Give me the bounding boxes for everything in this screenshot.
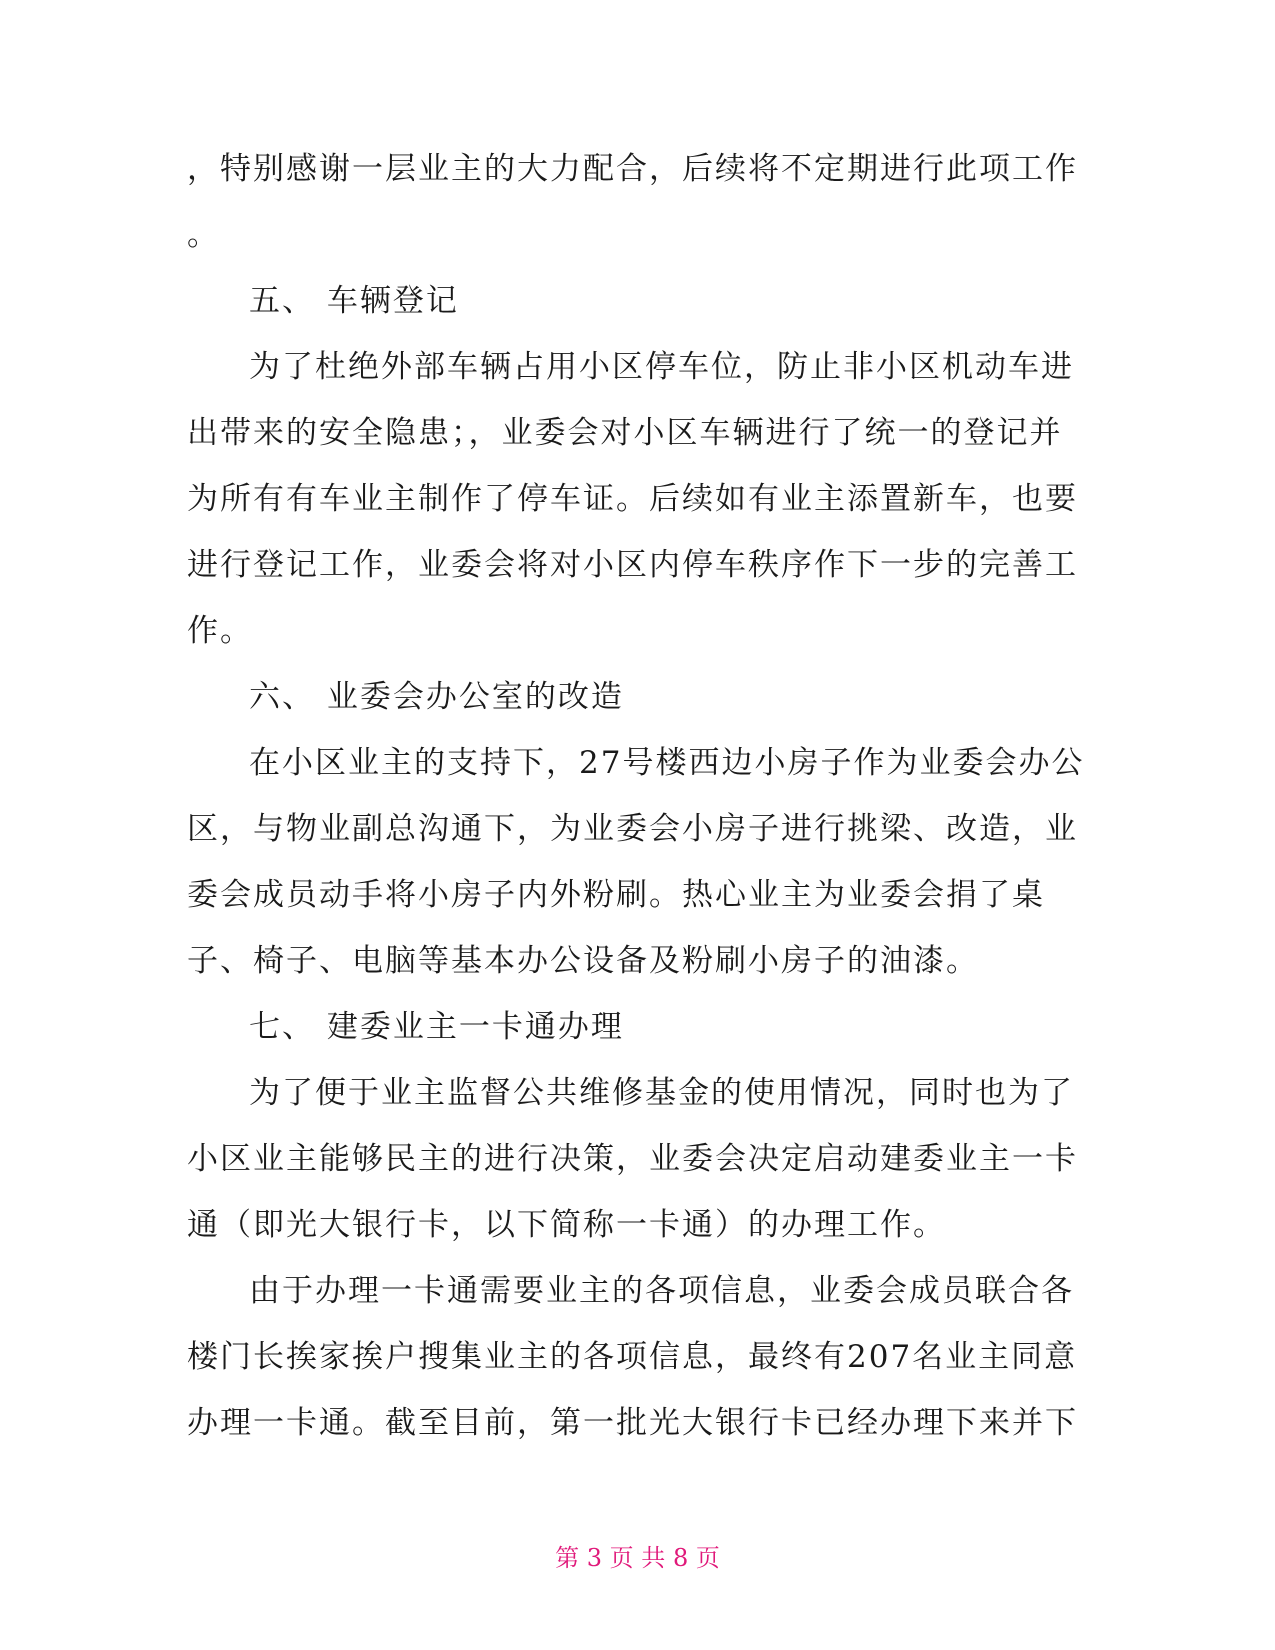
page-number-footer: 第 3 页 共 8 页	[555, 1544, 720, 1572]
paragraph: 为了便于业主监督公共维修基金的使用情况，同时也为了小区业主能够民主的进行决策，业委会决定启动建委业主一卡通（即光大银行卡，以下简称一卡通）的办理工作。	[187, 1075, 1078, 1243]
section-heading-vehicle-registration: 五、 车辆登记	[249, 283, 459, 319]
section-heading-owner-card: 七、 建委业主一卡通办理	[249, 1009, 624, 1045]
paragraph: 在小区业主的支持下，27号楼西边小房子作为业委会办公区，与物业副总沟通下，为业委会小房子进行挑梁、改造，业委会成员动手将小房子内外粉刷。热心业主为业委会捐了桌子、椅子、电脑等基本办公设备及粉刷小房子的油漆。	[187, 745, 1085, 979]
document-body	[187, 136, 1087, 1456]
paragraph: 由于办理一卡通需要业主的各项信息，业委会成员联合各楼门长挨家挨户搜集业主的各项信息，最终有207名业主同意办理一卡通。截至目前，第一批光大银行卡已经办理下来并下	[187, 1273, 1078, 1441]
paragraph: 为了杜绝外部车辆占用小区停车位，防止非小区机动车进出带来的安全隐患；，业委会对小区车辆进行了统一的登记并为所有有车业主制作了停车证。后续如有业主添置新车，也要进行登记工作，业委会将对小区内停车秩序作下一步的完善工作。	[187, 349, 1078, 649]
section-heading-office-renovation: 六、 业委会办公室的改造	[249, 679, 624, 715]
continuation-line: ，特别感谢一层业主的大力配合，后续将不定期进行此项工作	[187, 151, 1078, 187]
continuation-line-end: 。	[187, 217, 220, 253]
